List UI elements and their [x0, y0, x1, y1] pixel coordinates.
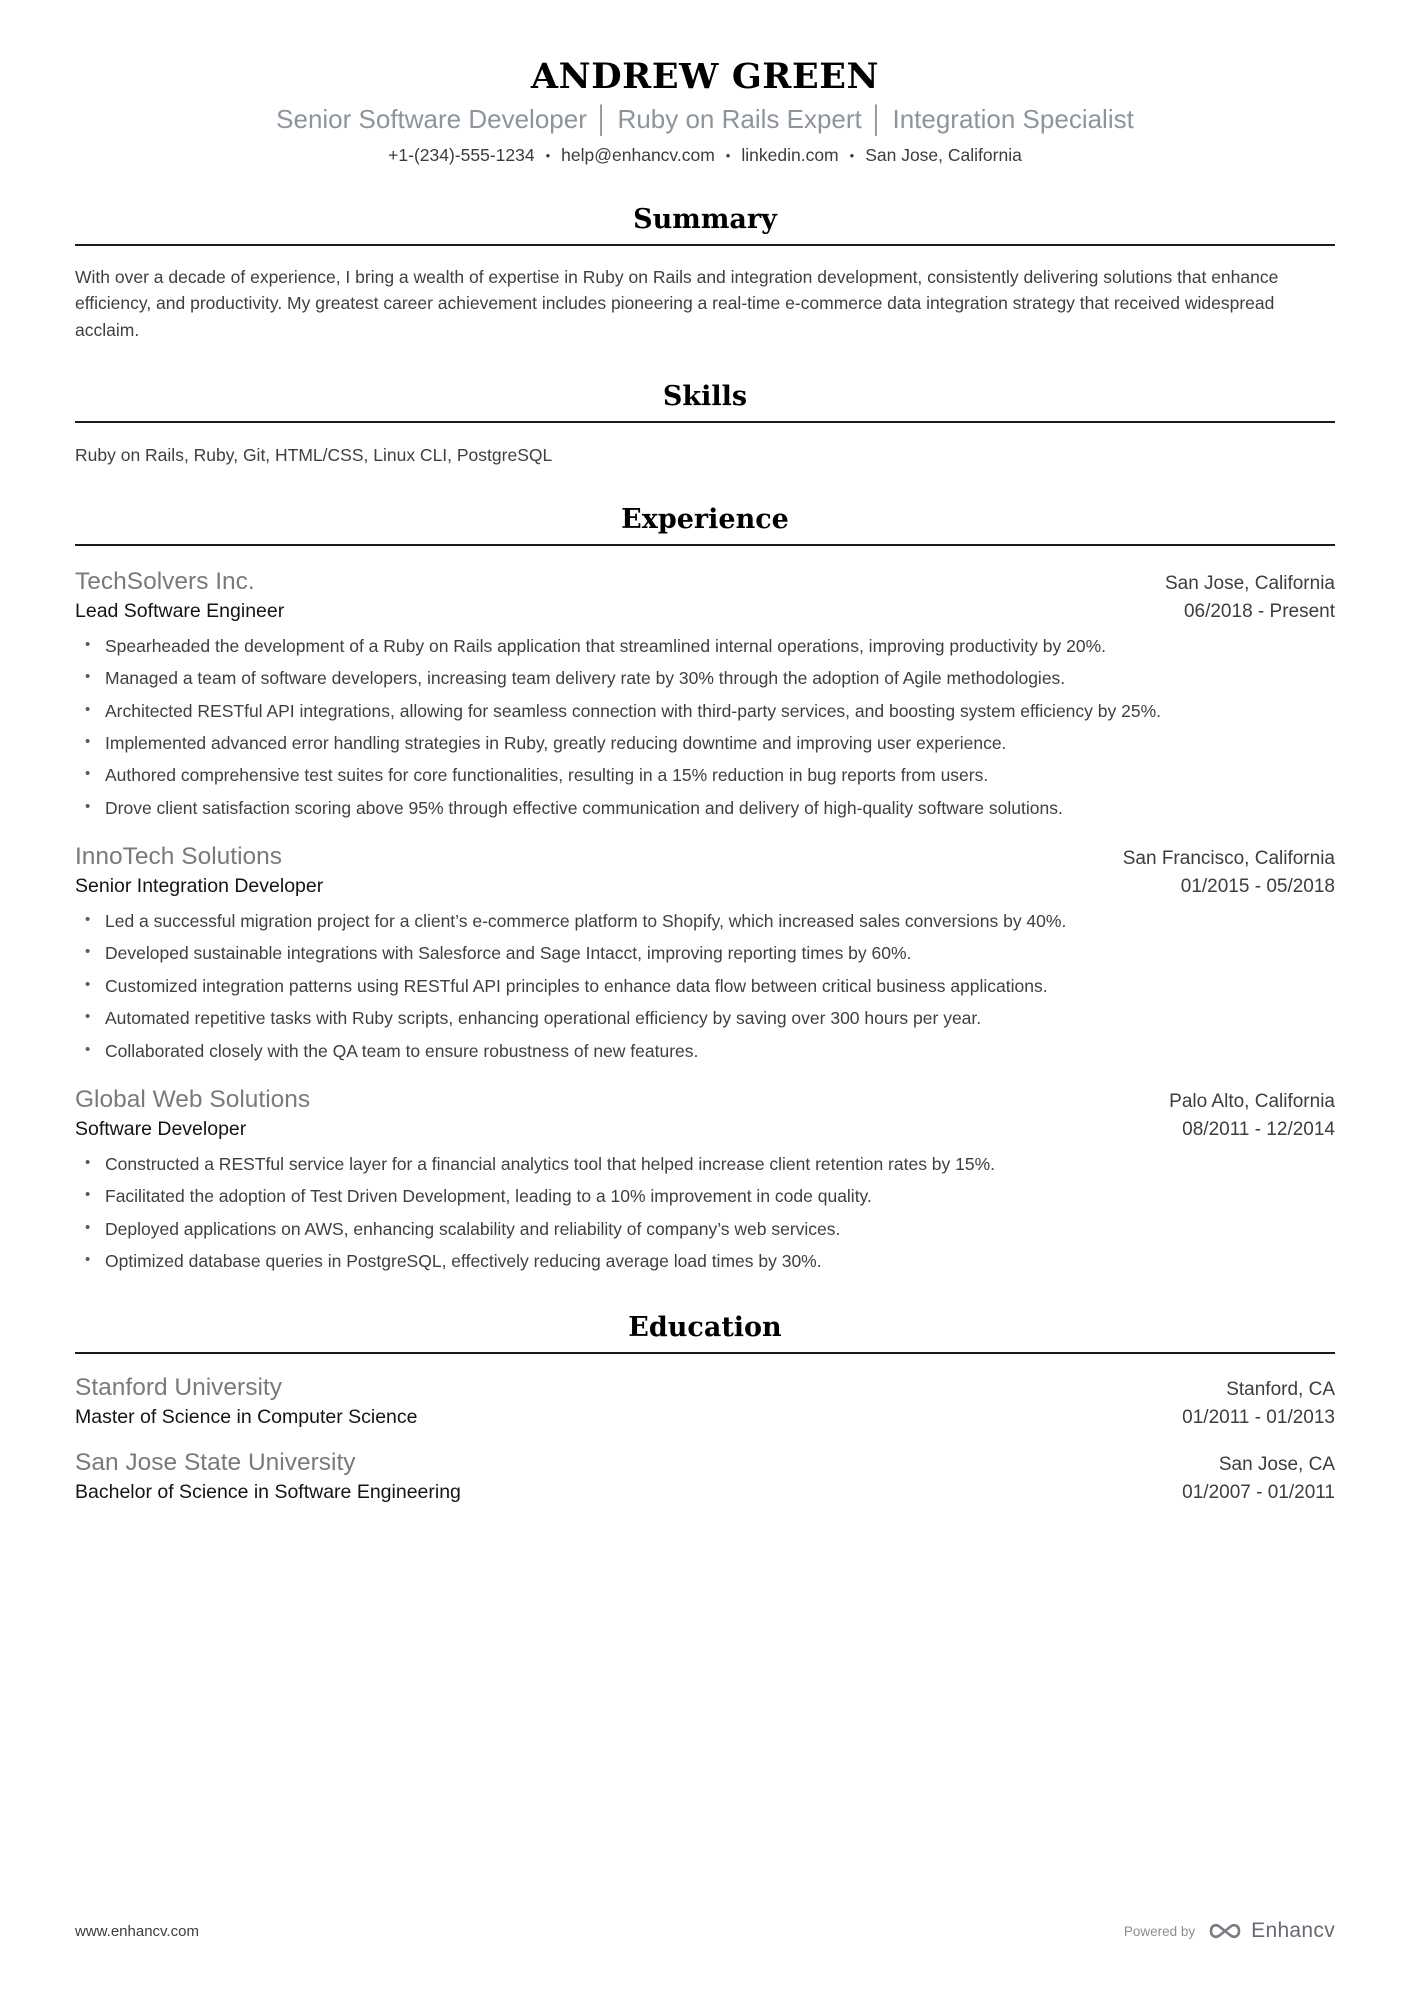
- school-degree: Master of Science in Computer Science: [75, 1406, 418, 1429]
- school-name: Stanford University: [75, 1374, 282, 1402]
- job-dates: 06/2018 - Present: [1183, 600, 1335, 622]
- contact-phone: +1-(234)-555-1234: [388, 145, 535, 165]
- education-entries: [75, 1374, 1335, 1504]
- page-footer: [75, 1919, 1335, 1943]
- school-location: Stanford, CA: [1226, 1379, 1335, 1401]
- job-bullets: [75, 634, 1335, 821]
- enhancv-logo-icon: [1207, 1920, 1243, 1942]
- powered-by: [1124, 1919, 1335, 1943]
- job-dates: 01/2015 - 05/2018: [1180, 876, 1335, 897]
- section-divider: [75, 544, 1335, 546]
- summary-section: [75, 204, 1335, 343]
- job-bullet: • Implemented advanced error handling strategies in Ruby, greatly reducing downtime and improving user experience.: [75, 731, 1335, 756]
- school-degree: Bachelor of Science in Software Engineering: [75, 1481, 461, 1504]
- school-header-row: [75, 1374, 1335, 1402]
- skills-section: [75, 381, 1335, 466]
- job-bullet: • Drove client satisfaction scoring above 95% through effective communication and delivery of high-quality software solutions.: [75, 796, 1335, 821]
- job-bullet: • Customized integration patterns using RESTful API principles to enhance data flow between critical business applications.: [75, 974, 1335, 999]
- job-bullet: • Automated repetitive tasks with Ruby scripts, enhancing operational efficiency by saving over 300 hours per year.: [75, 1006, 1335, 1031]
- job-location: San Francisco, California: [1122, 848, 1335, 869]
- job-bullet: • Deployed applications on AWS, enhancing scalability and reliability of company’s web services.: [75, 1217, 1335, 1242]
- education-section: [75, 1312, 1335, 1504]
- school-name: San Jose State University: [75, 1449, 356, 1477]
- company-name: Global Web Solutions: [75, 1085, 311, 1113]
- candidate-tagline: Senior Software Developer │ Ruby on Rails Expert │ Integration Specialist: [276, 104, 1134, 134]
- job-bullet: • Collaborated closely with the QA team to ensure robustness of new features.: [75, 1039, 1335, 1064]
- job-bullet: • Spearheaded the development of a Ruby on Rails application that streamlined internal operations, improving productivity by 20%.: [75, 634, 1335, 659]
- experience-entry: [75, 568, 1335, 821]
- contact-row: [75, 145, 1335, 166]
- contact-separator: •: [849, 148, 855, 163]
- job-bullet: • Authored comprehensive test suites for core functionalities, resulting in a 15% reduction in bug reports from users.: [75, 763, 1335, 788]
- job-bullet: • Constructed a RESTful service layer for a financial analytics tool that helped increase client retention rates by 15%.: [75, 1152, 1335, 1177]
- job-location: San Jose, California: [1164, 572, 1335, 594]
- job-title: Software Developer: [75, 1117, 247, 1140]
- candidate-name: ANDREW GREEN: [530, 56, 880, 97]
- job-bullet: • Facilitated the adoption of Test Driven Development, leading to a 10% improvement in code quality.: [75, 1184, 1335, 1209]
- school-header-row: [75, 1449, 1335, 1477]
- contact-separator: •: [725, 148, 731, 163]
- job-bullet: • Architected RESTful API integrations, allowing for seamless connection with third-party services, and boosting system efficiency by 25%.: [75, 699, 1335, 724]
- job-subheader-row: [75, 596, 1335, 623]
- job-dates: 08/2011 - 12/2014: [1182, 1118, 1335, 1140]
- enhancv-brand[interactable]: [1207, 1919, 1335, 1943]
- contact-email[interactable]: help@enhancv.com: [561, 145, 715, 165]
- job-subheader-row: [75, 871, 1335, 898]
- job-bullet: • Led a successful migration project for a client’s e-commerce platform to Shopify, which increased sales conversions by 40%.: [75, 909, 1335, 934]
- school-dates: 01/2007 - 01/2011: [1182, 1482, 1335, 1504]
- job-bullets: [75, 1152, 1335, 1275]
- education-entry: [75, 1449, 1335, 1504]
- job-bullets: [75, 909, 1335, 1064]
- job-title: Senior Integration Developer: [75, 875, 324, 897]
- job-header-row: [75, 1086, 1335, 1114]
- job-header-row: [75, 843, 1335, 871]
- school-subheader-row: [75, 1477, 1335, 1504]
- contact-website[interactable]: linkedin.com: [741, 145, 839, 165]
- experience-section: [75, 504, 1335, 1275]
- summary-text: With over a decade of experience, I bring a wealth of expertise in Ruby on Rails and integration development, consistently delivering solutions that enhance efficiency, and productivity. My greatest career achievement includes pioneering a real-time e-commerce data integration strategy that received widespread acclaim.: [75, 267, 1279, 340]
- powered-by-label: Powered by: [1123, 1923, 1196, 1939]
- school-subheader-row: [75, 1402, 1335, 1429]
- job-title: Lead Software Engineer: [75, 599, 285, 622]
- contact-separator: •: [545, 148, 551, 163]
- school-location: San Jose, CA: [1218, 1454, 1335, 1476]
- experience-entry: [75, 1086, 1335, 1275]
- section-divider: [75, 244, 1335, 246]
- enhancv-brand-name: Enhancv: [1251, 1919, 1335, 1942]
- experience-entries: [75, 568, 1335, 1275]
- footer-site-link[interactable]: www.enhancv.com: [75, 1922, 199, 1940]
- experience-section-title: Experience: [621, 503, 789, 535]
- summary-section-title: Summary: [633, 204, 777, 235]
- education-section-title: Education: [628, 1312, 782, 1344]
- experience-entry: [75, 843, 1335, 1064]
- skills-list: Ruby on Rails, Ruby, Git, HTML/CSS, Linux CLI, PostgreSQL: [75, 444, 553, 465]
- job-bullet: • Optimized database queries in PostgreSQL, effectively reducing average load times by 30%.: [75, 1249, 1335, 1274]
- contact-location: San Jose, California: [865, 145, 1022, 165]
- school-dates: 01/2011 - 01/2013: [1182, 1407, 1335, 1429]
- job-header-row: [75, 568, 1335, 596]
- education-entry: [75, 1374, 1335, 1429]
- company-name: InnoTech Solutions: [75, 843, 283, 870]
- job-location: Palo Alto, California: [1169, 1090, 1335, 1112]
- section-divider: [75, 421, 1335, 423]
- job-subheader-row: [75, 1114, 1335, 1141]
- section-divider: [75, 1352, 1335, 1354]
- job-bullet: • Managed a team of software developers, increasing team delivery rate by 30% through the adoption of Agile methodologies.: [75, 666, 1335, 691]
- job-bullet: • Developed sustainable integrations with Salesforce and Sage Intacct, improving reporting times by 60%.: [75, 941, 1335, 966]
- company-name: TechSolvers Inc.: [75, 567, 255, 595]
- resume-header: [75, 56, 1335, 166]
- skills-section-title: Skills: [662, 380, 748, 412]
